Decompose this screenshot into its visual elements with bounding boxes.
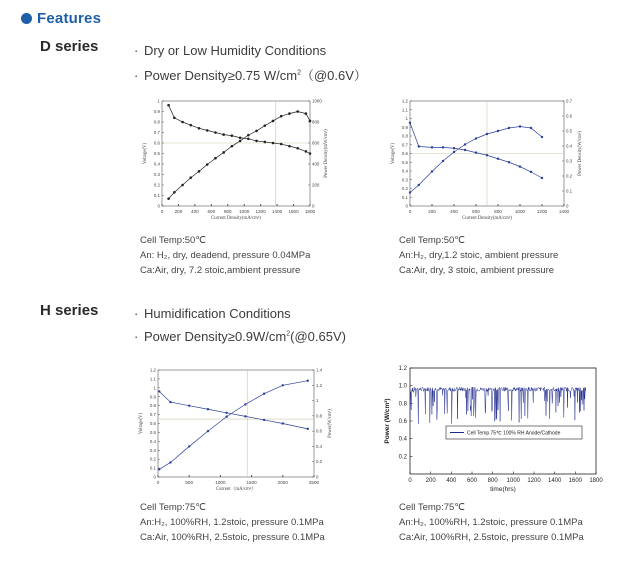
y-tick-label: 0.4: [149, 438, 156, 444]
y-tick-label: 1.2: [398, 366, 407, 372]
caption-line: An: H₂, dry, deadend, pressure 0.04MPa: [140, 250, 311, 261]
data-point: [244, 415, 246, 417]
x-tick-label: 1200: [255, 209, 266, 214]
y2-axis-label: Power(W/cm²): [328, 409, 333, 438]
data-point: [475, 137, 477, 139]
h-condition-power-sup: 2: [286, 330, 291, 338]
data-point: [288, 112, 291, 115]
list-bullet-icon: ·: [134, 43, 139, 58]
y-tick-label: 0.5: [153, 151, 160, 156]
x-tick-label: 200: [428, 209, 436, 214]
y-axis-label: Voltage(V): [139, 412, 144, 435]
data-point: [206, 129, 209, 132]
data-point: [181, 121, 184, 124]
d-caption-2: [399, 233, 558, 278]
data-point: [255, 130, 258, 133]
data-point: [158, 468, 160, 470]
chart-svg: [134, 364, 334, 498]
d-condition-power-text: Power Density≥0.75 W/cm: [144, 68, 298, 83]
data-point: [214, 131, 217, 134]
y2-tick-label: 0.2: [566, 173, 573, 179]
data-point: [442, 160, 444, 162]
x-tick-label: 800: [487, 478, 498, 484]
y-tick-label: 0.1: [149, 465, 156, 471]
y-tick-label: 0.6: [398, 419, 407, 425]
y-tick-label: 0.5: [401, 159, 408, 165]
data-point: [296, 110, 299, 113]
caption-line: Cell Temp:75℃: [399, 502, 465, 513]
plot-frame: [158, 370, 314, 477]
caption-line: An:H₂, 100%RH, 1.2stoic, pressure 0.1MPa: [140, 517, 324, 528]
caption-line: Cell Temp:50℃: [140, 235, 206, 246]
y2-tick-label: 400: [312, 161, 320, 167]
data-point: [305, 112, 308, 115]
y-tick-label: 1.2: [149, 367, 156, 373]
y2-tick-label: 1.2: [316, 382, 323, 388]
x-axis-label: Current Density(mA/cm²): [211, 216, 261, 221]
y-tick-label: 0.2: [401, 186, 408, 191]
x-tick-label: 1000: [239, 209, 250, 214]
data-point: [198, 170, 201, 173]
x-axis-label: Current（mA/cm²）: [215, 487, 257, 492]
h-series-chart-2: [376, 362, 602, 498]
data-point: [263, 392, 265, 394]
series-line-power-density: [410, 127, 542, 193]
x-tick-label: 1400: [547, 478, 562, 484]
legend-label: Cell Temp 75℃ 100% RH Anode/Cathode: [467, 430, 561, 437]
y-tick-label: 0.7: [401, 142, 408, 148]
x-tick-label: 800: [494, 209, 502, 214]
data-point: [475, 151, 477, 153]
y-tick-label: 0: [157, 203, 160, 209]
h-caption-1: [140, 500, 325, 545]
data-point: [188, 404, 190, 406]
caption-line: Ca:Air, dry, 3 stoic, ambient pressure: [399, 265, 555, 276]
y-tick-label: 0.4: [153, 161, 160, 167]
y-tick-label: 0.7: [153, 130, 160, 135]
chart-svg: [134, 95, 332, 230]
x-tick-label: 1000: [506, 478, 521, 484]
list-bullet-icon: ·: [134, 329, 139, 344]
x-axis-label: time(hrs): [490, 486, 516, 493]
data-point: [198, 127, 201, 130]
data-point: [244, 403, 246, 405]
data-point: [519, 165, 521, 167]
caption-line: Ca:Air, 100%RH, 2.5stoic, pressure 0.1MPa: [140, 532, 325, 543]
data-point: [453, 147, 455, 149]
x-tick-label: 500: [185, 480, 194, 485]
y-tick-label: 1: [153, 385, 156, 391]
data-point: [225, 412, 227, 414]
data-point: [418, 184, 420, 186]
y-tick-label: 1.2: [401, 98, 408, 104]
data-point: [486, 133, 488, 135]
x-tick-label: 1800: [589, 478, 603, 484]
y-tick-label: 0.3: [401, 177, 408, 183]
h-condition-humidity: [134, 306, 291, 321]
x-tick-label: 0: [408, 478, 412, 484]
data-point: [167, 197, 170, 200]
y-axis-label: Power (W/cm²): [384, 398, 391, 444]
x-tick-label: 1800: [304, 209, 316, 214]
y2-tick-label: 200: [312, 182, 320, 188]
data-point: [247, 134, 250, 137]
x-tick-label: 1000: [514, 209, 526, 214]
data-point: [307, 428, 309, 430]
data-point: [173, 117, 176, 120]
y-tick-label: 0.6: [149, 421, 156, 426]
data-point: [173, 191, 176, 194]
data-point: [305, 150, 308, 153]
data-point: [282, 384, 284, 386]
data-point: [231, 134, 234, 137]
plot-frame: [162, 101, 310, 206]
y-tick-label: 0.3: [149, 447, 156, 453]
x-tick-label: 2500: [308, 480, 320, 485]
y2-tick-label: 1.4: [316, 367, 323, 373]
data-point: [296, 147, 299, 150]
x-tick-label: 400: [446, 478, 457, 484]
y-tick-label: 1: [157, 98, 160, 104]
plot-frame: [410, 368, 596, 474]
d-series-chart-1: [134, 95, 332, 230]
chart-svg: [388, 95, 582, 230]
x-tick-label: 0: [160, 209, 164, 214]
y-tick-label: 0: [405, 203, 408, 209]
y2-tick-label: 0.1: [566, 188, 573, 194]
y-tick-label: 1.1: [401, 107, 408, 113]
data-point: [272, 120, 275, 123]
data-point: [409, 191, 411, 193]
data-point: [167, 104, 170, 107]
data-point: [453, 151, 455, 153]
x-tick-label: 1400: [271, 209, 283, 214]
data-point: [272, 142, 275, 145]
data-point: [225, 415, 227, 417]
list-bullet-icon: ·: [134, 68, 139, 83]
data-point: [307, 380, 309, 382]
y2-tick-label: 0.2: [316, 459, 323, 465]
h-condition-power: [134, 329, 346, 344]
x-tick-label: 1000: [215, 480, 226, 485]
x-tick-label: 1600: [568, 478, 583, 484]
y2-tick-label: 600: [312, 140, 320, 146]
data-point: [181, 184, 184, 187]
data-point: [497, 130, 499, 132]
y2-tick-label: 0.7: [566, 98, 573, 104]
features-heading: [21, 10, 101, 27]
x-tick-label: 1200: [527, 478, 541, 484]
x-tick-label: 0: [156, 480, 160, 485]
x-tick-label: 1600: [288, 209, 299, 214]
data-point: [222, 151, 225, 154]
series-line-voltage: [410, 123, 542, 178]
caption-line: Ca:Air, dry, 7.2 stoic,ambient pressure: [140, 265, 301, 276]
y-axis-label: Voltage(V): [143, 142, 148, 165]
series-line-voltage: [159, 391, 308, 428]
y-tick-label: 0.2: [149, 456, 156, 462]
x-tick-label: 1400: [558, 209, 570, 214]
y2-tick-label: 0: [566, 203, 569, 209]
data-point: [263, 124, 266, 127]
heading-bullet-icon: [21, 13, 32, 24]
series-line-power: [159, 381, 308, 470]
y-tick-label: 0.4: [398, 436, 407, 443]
h-condition-power-suffix: (@0.65V): [290, 329, 346, 344]
h-series-chart-1: [134, 364, 334, 498]
x-tick-label: 1200: [536, 209, 548, 214]
y-tick-label: 1: [405, 116, 408, 121]
d-series-chart-2: [388, 95, 582, 230]
data-point: [530, 127, 532, 129]
data-point: [231, 145, 234, 148]
x-tick-label: 2000: [277, 480, 288, 485]
data-point: [207, 430, 209, 432]
y-tick-label: 1.1: [149, 376, 156, 382]
x-tick-label: 800: [223, 209, 232, 214]
x-tick-label: 200: [174, 209, 183, 214]
chart-svg: [376, 362, 602, 498]
y-tick-label: 0.9: [149, 394, 156, 400]
y2-axis-label: Power Density(W/cm²): [578, 131, 583, 176]
d-condition-power: [134, 65, 367, 84]
y2-tick-label: 0.5: [566, 128, 573, 134]
y-tick-label: 0.8: [401, 133, 408, 139]
y-tick-label: 0.1: [153, 193, 160, 198]
data-point: [222, 133, 225, 136]
x-tick-label: 0: [408, 209, 412, 214]
list-bullet-icon: ·: [134, 306, 139, 321]
y2-tick-label: 0: [312, 203, 315, 209]
d-condition-power-suffix: （@0.6V）: [300, 68, 367, 83]
data-point: [431, 146, 433, 148]
data-point: [442, 146, 444, 148]
data-point: [169, 461, 171, 463]
d-condition-humidity-text: Dry or Low Humidity Conditions: [144, 43, 327, 58]
data-point: [247, 138, 250, 141]
y-tick-label: 0.6: [153, 140, 160, 146]
data-point: [519, 125, 521, 127]
data-point: [280, 143, 283, 146]
y-tick-label: 0.8: [153, 119, 160, 125]
y-tick-label: 0.2: [153, 182, 160, 188]
y2-axis-label: Power Density(mW/cm²): [324, 129, 329, 178]
y2-tick-label: 0: [316, 474, 319, 480]
y2-tick-label: 0.4: [316, 443, 323, 449]
data-point: [508, 127, 510, 129]
data-point: [206, 163, 209, 166]
x-tick-label: 200: [425, 478, 436, 484]
y2-tick-label: 800: [312, 119, 320, 125]
data-point: [189, 124, 192, 127]
data-point: [288, 145, 291, 148]
y-tick-label: 0.2: [398, 454, 407, 461]
y2-tick-label: 1: [316, 398, 319, 404]
x-tick-label: 600: [472, 209, 480, 214]
features-title: Features: [37, 10, 102, 27]
y-axis-label: Voltage(V): [391, 142, 396, 165]
data-point: [188, 445, 190, 447]
y2-tick-label: 1000: [312, 98, 322, 104]
y2-tick-label: 0.3: [566, 158, 573, 164]
data-point: [464, 143, 466, 145]
data-point: [309, 152, 312, 155]
y2-tick-label: 0.4: [566, 143, 573, 149]
x-tick-label: 400: [191, 209, 199, 214]
data-point: [239, 140, 242, 143]
data-point: [541, 177, 543, 179]
data-point: [497, 158, 499, 160]
data-point: [280, 115, 283, 118]
y-tick-label: 0.3: [153, 172, 160, 177]
data-point: [309, 120, 312, 123]
data-point: [508, 161, 510, 163]
data-point: [282, 422, 284, 424]
caption-line: Cell Temp:75℃: [140, 502, 206, 513]
data-point: [464, 149, 466, 151]
caption-line: Ca:Air, 100%RH, 2.5stoic, pressure 0.1MPa: [399, 532, 584, 543]
data-point: [239, 136, 242, 139]
x-tick-label: 1500: [246, 480, 257, 485]
data-point: [214, 157, 217, 160]
data-point: [541, 136, 543, 138]
d-caption-1: [140, 233, 310, 278]
y-tick-label: 0.7: [149, 412, 156, 418]
d-condition-humidity: [134, 43, 326, 58]
series-line-power: [410, 387, 586, 424]
h-caption-2: [399, 500, 584, 545]
h-condition-humidity-text: Humidification Conditions: [144, 306, 291, 321]
x-axis-label: Current Density(mA/cm²): [462, 216, 512, 221]
y-tick-label: 0.9: [401, 124, 408, 130]
data-point: [409, 122, 411, 124]
caption-line: An:H₂, dry,1.2 stoic, ambient pressure: [399, 250, 559, 261]
y-tick-label: 0: [153, 474, 156, 480]
data-point: [189, 176, 192, 179]
y2-tick-label: 0.8: [316, 413, 323, 419]
caption-line: Cell Temp:50℃: [399, 235, 465, 246]
y-tick-label: 0.4: [401, 168, 408, 174]
y-tick-label: 0.8: [398, 401, 407, 408]
data-point: [486, 154, 488, 156]
h-series-title: H series: [40, 302, 99, 319]
y2-tick-label: 0.6: [566, 113, 573, 119]
data-point: [255, 140, 258, 143]
d-condition-power-sup: 2: [297, 69, 301, 77]
data-point: [530, 171, 532, 173]
data-point: [169, 401, 171, 403]
y-tick-label: 1.0: [398, 383, 407, 390]
y-tick-label: 0.6: [401, 151, 408, 156]
h-condition-power-text: Power Density≥0.9W/cm: [144, 329, 287, 344]
caption-line: An:H₂, 100%RH, 1.2stoic, pressure 0.1MPa: [399, 517, 583, 528]
y-tick-label: 0.9: [153, 109, 160, 114]
x-tick-label: 600: [466, 478, 478, 484]
y-tick-label: 0.1: [401, 194, 408, 200]
data-point: [263, 419, 265, 421]
x-tick-label: 400: [450, 209, 458, 214]
x-tick-label: 600: [207, 209, 216, 214]
y2-tick-label: 0.6: [316, 428, 323, 434]
y-tick-label: 0.8: [149, 403, 156, 409]
d-series-title: D series: [40, 38, 99, 55]
y-tick-label: 0.5: [149, 429, 156, 435]
data-point: [207, 408, 209, 410]
data-point: [158, 390, 160, 392]
data-point: [418, 145, 420, 147]
data-point: [431, 170, 433, 172]
data-point: [263, 141, 266, 144]
